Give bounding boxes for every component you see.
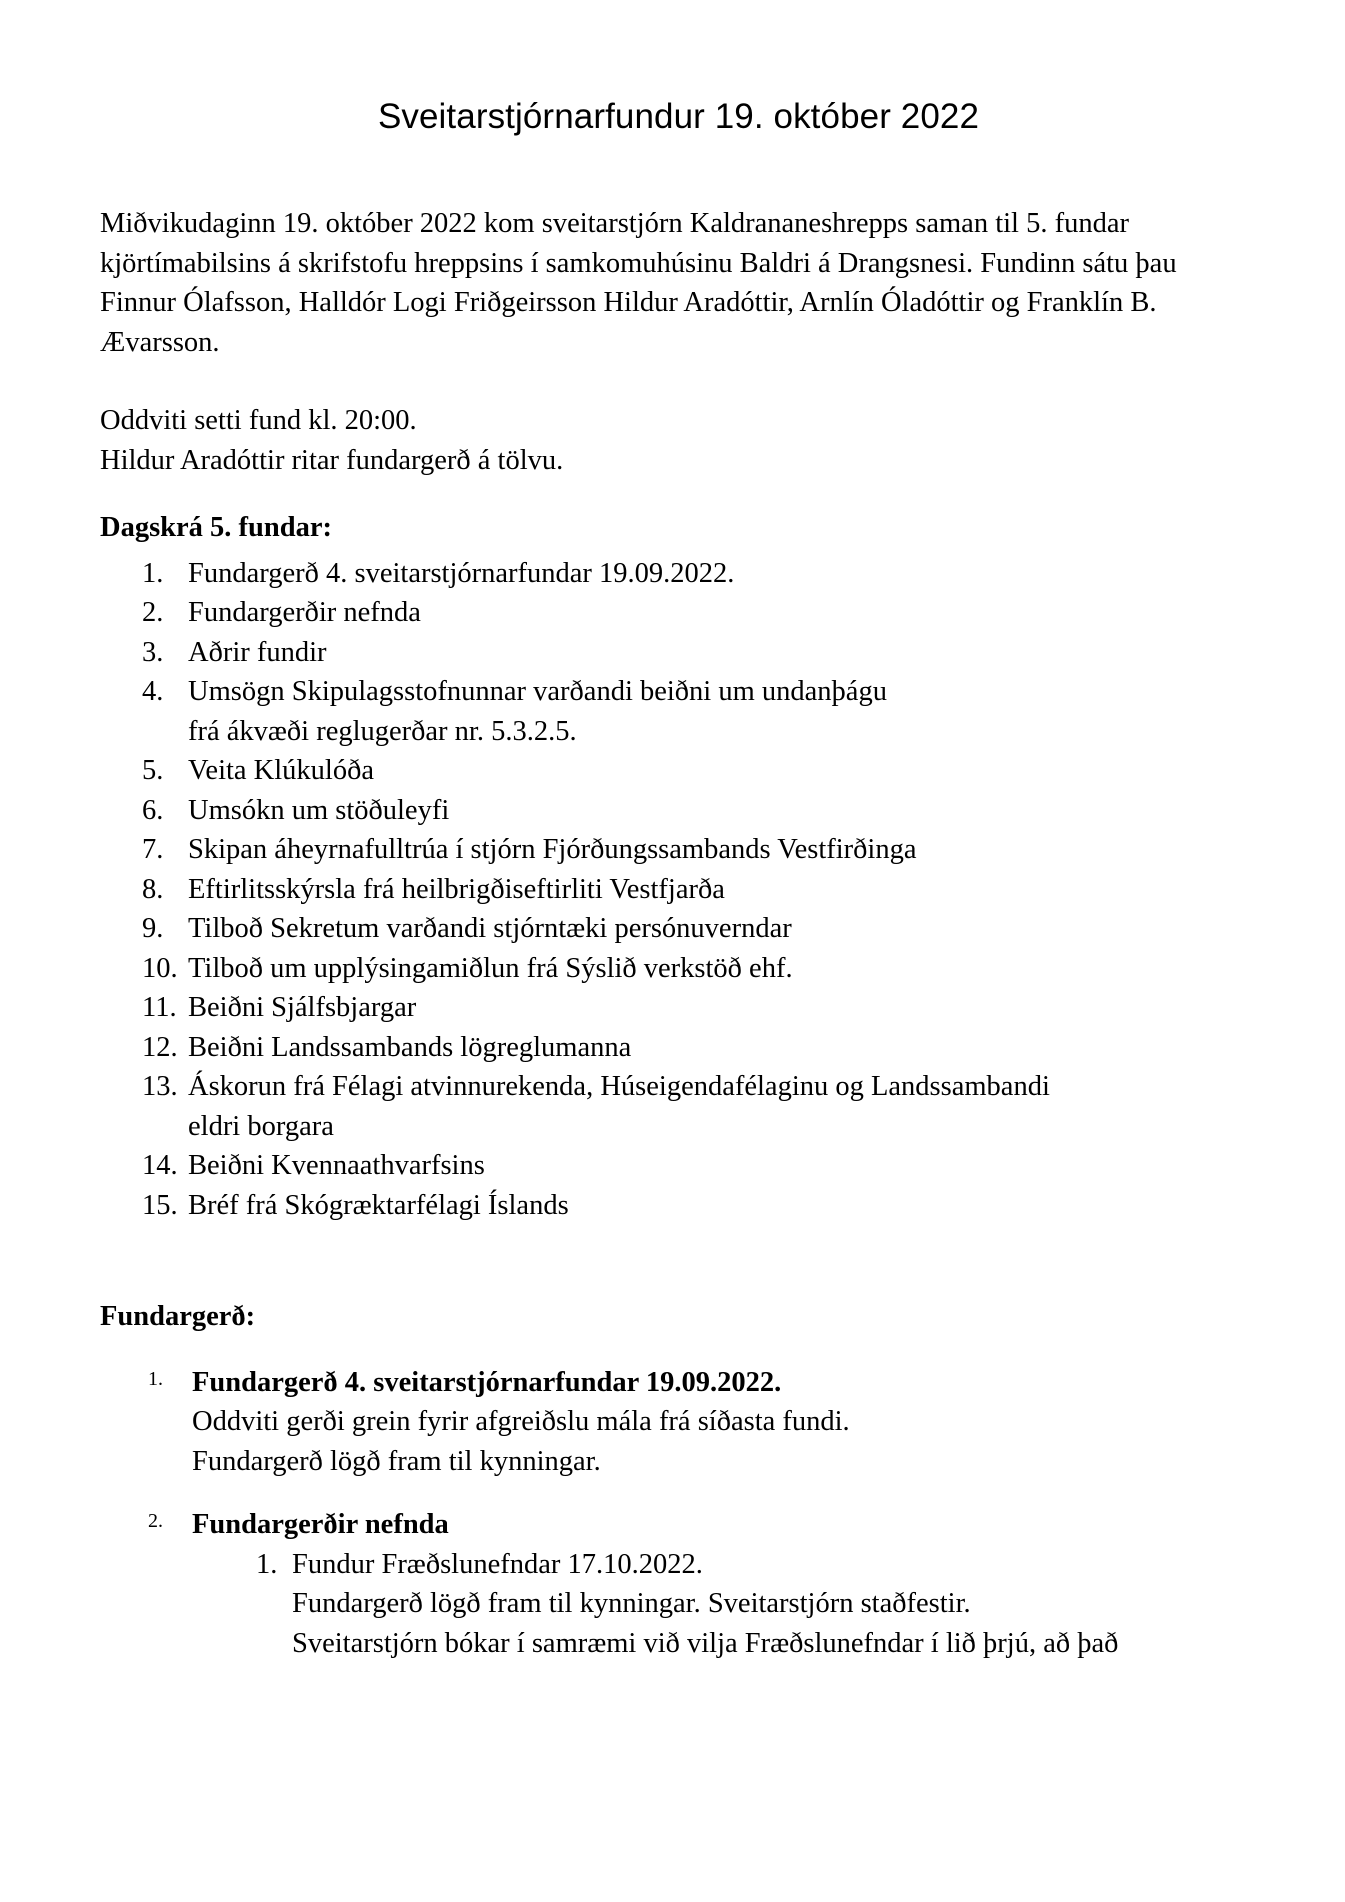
section-spacer: [100, 1225, 1257, 1297]
minutes-item-number: 2.: [148, 1510, 163, 1532]
minutes-subitem-line: Sveitarstjórn bókar í samræmi við vilja Fræðslunefndar í lið þrjú, að það: [292, 1627, 1119, 1659]
agenda-item-label: Fundargerð 4. sveitarstjórnarfundar 19.09.2022.: [188, 557, 735, 589]
agenda-item-label: Umsókn um stöðuleyfi: [188, 794, 450, 826]
agenda-item-label-continued: eldri borgara: [188, 1110, 334, 1142]
agenda-item-number: 14.: [142, 1150, 178, 1181]
agenda-item-label: Umsögn Skipulagsstofnunnar varðandi beiðni um undanþágu: [188, 676, 887, 707]
minutes-item-title: Fundargerð 4. sveitarstjórnarfundar 19.09.2022.: [192, 1366, 782, 1398]
agenda-item: [142, 791, 1257, 831]
agenda-item: [142, 870, 1257, 910]
agenda-item-number: 9.: [142, 913, 164, 944]
agenda-item: [142, 1146, 1257, 1186]
agenda-item: [142, 593, 1257, 633]
minutes-item-line: Fundargerð lögð fram til kynningar.: [192, 1445, 601, 1477]
agenda-item-number: 7.: [142, 834, 164, 865]
agenda-item-label: Veita Klúkulóða: [188, 755, 375, 786]
agenda-item-label: Beiðni Kvennaathvarfsins: [188, 1150, 485, 1181]
agenda-item-number: 15.: [142, 1189, 178, 1221]
agenda-item: [142, 830, 1257, 870]
minutes-item-number: 1.: [148, 1367, 163, 1390]
agenda-item: [142, 1028, 1257, 1068]
intro-paragraph: Miðvikudaginn 19. október 2022 kom sveitarstjórn Kaldrananeshrepps saman til 5. fundar kjörtímabilsins á skrifstofu hreppsins í samkomuhúsinu Baldri á Drangsnesi. Fundinn sátu þau Finnur Ólafsson, Halldór Logi Friðgeirsson Hildur Aradóttir, Arnlín Óladóttir og Franklín B. Ævarsson.: [100, 208, 1177, 358]
agenda-item-number: 11.: [142, 992, 177, 1023]
minutes-list: [100, 1363, 1257, 1664]
agenda-item: [142, 949, 1257, 989]
page-title: Sveitarstjórnarfundur 19. október 2022: [377, 97, 980, 136]
agenda-item-number: 10.: [142, 952, 178, 984]
opening-time-line: Oddviti setti fund kl. 20:00.: [100, 405, 417, 436]
minute-taker-line: Hildur Aradóttir ritar fundargerð á tölvu.: [100, 444, 564, 476]
agenda-item-label: Beiðni Sjálfsbjargar: [188, 992, 417, 1023]
agenda-item: [142, 751, 1257, 791]
agenda-item-number: 6.: [142, 794, 164, 826]
agenda-item-number: 3.: [142, 636, 164, 668]
agenda-item-label: Fundargerðir nefnda: [188, 597, 421, 628]
agenda-item-label: Skipan áheyrnafulltrúa í stjórn Fjórðungssambands Vestfirðinga: [188, 834, 917, 865]
agenda-item: [142, 554, 1257, 594]
agenda-item-number: 5.: [142, 755, 164, 786]
agenda-item-number: 12.: [142, 1031, 178, 1063]
minutes-heading: Fundargerð:: [100, 1301, 256, 1332]
agenda-item-label: Eftirlitsskýrsla frá heilbrigðiseftirliti Vestfjarða: [188, 873, 725, 905]
minutes-subitem-number: 1.: [256, 1548, 278, 1580]
agenda-item-label: Tilboð um upplýsingamiðlun frá Sýslið verkstöð ehf.: [188, 952, 793, 984]
agenda-item-label: Bréf frá Skógræktarfélagi Íslands: [188, 1189, 569, 1221]
agenda-item-label: Aðrir fundir: [188, 636, 327, 668]
minutes-subitem-line: Fundur Fræðslunefndar 17.10.2022.: [292, 1548, 703, 1580]
minutes-item-line: Oddviti gerði grein fyrir afgreiðslu mála frá síðasta fundi.: [192, 1406, 850, 1437]
agenda-item: [142, 633, 1257, 673]
minutes-subitem: [256, 1545, 1257, 1664]
agenda-item-label: Áskorun frá Félagi atvinnurekenda, Húseigendafélaginu og Landssambandi: [188, 1071, 1050, 1102]
agenda-item: [142, 672, 1257, 751]
agenda-item-label: Tilboð Sekretum varðandi stjórntæki persónuverndar: [188, 913, 792, 944]
agenda-list: [100, 554, 1257, 1226]
minutes-sublist: [192, 1545, 1257, 1664]
agenda-item-number: 13.: [142, 1071, 178, 1102]
agenda-item: [142, 1067, 1257, 1146]
agenda-heading: Dagskrá 5. fundar:: [100, 512, 332, 543]
agenda-item-number: 4.: [142, 676, 164, 707]
minutes-item: [142, 1363, 1257, 1482]
agenda-item-label: Beiðni Landssambands lögreglumanna: [188, 1031, 632, 1063]
agenda-item: [142, 988, 1257, 1028]
agenda-item: [142, 1186, 1257, 1226]
minutes-item: [142, 1505, 1257, 1663]
agenda-item-number: 1.: [142, 557, 164, 589]
agenda-item-number: 2.: [142, 597, 164, 628]
minutes-subitem-line: Fundargerð lögð fram til kynningar. Sveitarstjórn staðfestir.: [292, 1588, 971, 1619]
agenda-item: [142, 909, 1257, 949]
minutes-item-title: Fundargerðir nefnda: [192, 1509, 449, 1540]
agenda-item-label-continued: frá ákvæði reglugerðar nr. 5.3.2.5.: [188, 715, 577, 747]
agenda-item-number: 8.: [142, 873, 164, 905]
